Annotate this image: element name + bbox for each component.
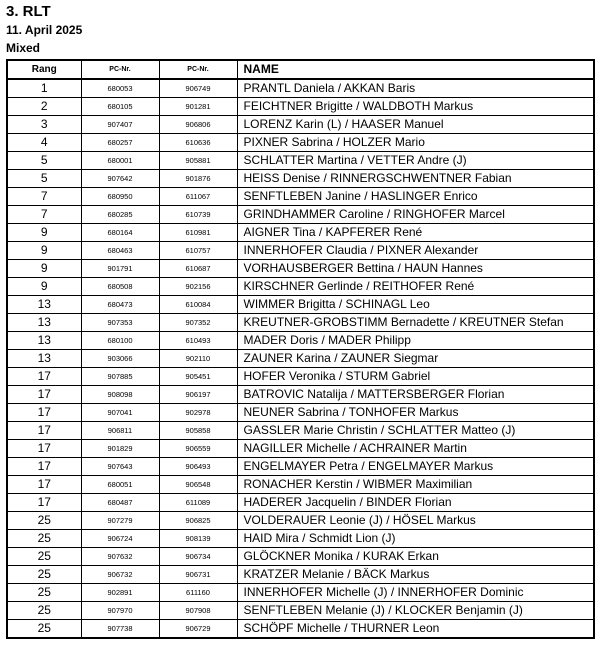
rank-cell: 17 — [7, 458, 81, 476]
rank-cell: 9 — [7, 278, 81, 296]
rank-cell: 9 — [7, 260, 81, 278]
rank-cell: 3 — [7, 116, 81, 134]
table-row — [7, 350, 594, 368]
page-title: 3. RLT — [6, 3, 51, 20]
pc-nr-cell: 905858 — [159, 422, 237, 440]
pc-nr-cell: 907041 — [81, 404, 159, 422]
table-row — [7, 188, 594, 206]
table-row — [7, 548, 594, 566]
name-cell: SCHLATTER Martina / VETTER Andre (J) — [237, 152, 594, 170]
name-cell: INNERHOFER Michelle (J) / INNERHOFER Dominic — [237, 584, 594, 602]
pc-nr-cell: 906731 — [159, 566, 237, 584]
table-row — [7, 566, 594, 584]
pc-nr-cell: 680053 — [81, 79, 159, 98]
pc-nr-cell: 680473 — [81, 296, 159, 314]
pc-nr-cell: 907279 — [81, 512, 159, 530]
pc-nr-cell: 680100 — [81, 332, 159, 350]
table-row — [7, 332, 594, 350]
table-row — [7, 314, 594, 332]
name-cell: HEISS Denise / RINNERGSCHWENTNER Fabian — [237, 170, 594, 188]
pc-nr-cell: 901829 — [81, 440, 159, 458]
name-cell: HAID Mira / Schmidt Lion (J) — [237, 530, 594, 548]
pc-nr-cell: 610981 — [159, 224, 237, 242]
name-cell: HADERER Jacquelin / BINDER Florian — [237, 494, 594, 512]
table-row — [7, 458, 594, 476]
table-row — [7, 584, 594, 602]
name-cell: GLÖCKNER Monika / KURAK Erkan — [237, 548, 594, 566]
pc-nr-cell: 901791 — [81, 260, 159, 278]
name-cell: LORENZ Karin (L) / HAASER Manuel — [237, 116, 594, 134]
table-row — [7, 530, 594, 548]
pc-nr-cell: 907407 — [81, 116, 159, 134]
pc-nr-cell: 906749 — [159, 79, 237, 98]
pc-nr-cell: 906729 — [159, 620, 237, 639]
pc-nr-cell: 680950 — [81, 188, 159, 206]
pc-nr-cell: 908139 — [159, 530, 237, 548]
table-row — [7, 422, 594, 440]
name-cell: KREUTNER-GROBSTIMM Bernadette / KREUTNER Stefan — [237, 314, 594, 332]
table-header-row — [7, 60, 594, 79]
pc-nr-cell: 610757 — [159, 242, 237, 260]
pc-nr-cell: 610636 — [159, 134, 237, 152]
rank-cell: 25 — [7, 602, 81, 620]
pc-nr-cell: 908098 — [81, 386, 159, 404]
rank-cell: 17 — [7, 368, 81, 386]
rank-cell: 13 — [7, 296, 81, 314]
event-date: 11. April 2025 — [6, 23, 83, 37]
pc-nr-cell: 902110 — [159, 350, 237, 368]
table-row — [7, 260, 594, 278]
name-cell: HOFER Veronika / STURM Gabriel — [237, 368, 594, 386]
rank-cell: 17 — [7, 440, 81, 458]
name-cell: WIMMER Brigitta / SCHINAGL Leo — [237, 296, 594, 314]
name-cell: FEICHTNER Brigitte / WALDBOTH Markus — [237, 98, 594, 116]
pc-nr-cell: 610739 — [159, 206, 237, 224]
pc-nr-cell: 907970 — [81, 602, 159, 620]
name-cell: SENFTLEBEN Janine / HASLINGER Enrico — [237, 188, 594, 206]
rank-cell: 9 — [7, 242, 81, 260]
pc-nr-cell: 611067 — [159, 188, 237, 206]
table-row — [7, 79, 594, 98]
pc-nr-cell: 902891 — [81, 584, 159, 602]
table-row — [7, 296, 594, 314]
name-cell: RONACHER Kerstin / WIBMER Maximilian — [237, 476, 594, 494]
rank-cell: 4 — [7, 134, 81, 152]
pc-nr-cell: 680285 — [81, 206, 159, 224]
rank-cell: 1 — [7, 79, 81, 98]
pc-nr-cell: 907738 — [81, 620, 159, 639]
name-cell: INNERHOFER Claudia / PIXNER Alexander — [237, 242, 594, 260]
pc-nr-cell: 611089 — [159, 494, 237, 512]
rank-cell: 25 — [7, 530, 81, 548]
category-label: Mixed — [6, 41, 41, 55]
pc-nr-cell: 907353 — [81, 314, 159, 332]
pc-nr-cell: 680105 — [81, 98, 159, 116]
pc-nr-cell: 907352 — [159, 314, 237, 332]
pc-nr-cell: 907643 — [81, 458, 159, 476]
table-row — [7, 404, 594, 422]
pc-nr-cell: 610493 — [159, 332, 237, 350]
name-cell: MADER Doris / MADER Philipp — [237, 332, 594, 350]
column-header-rang: Rang — [7, 60, 81, 79]
pc-nr-cell: 907642 — [81, 170, 159, 188]
table-row — [7, 116, 594, 134]
results-table — [6, 59, 595, 639]
pc-nr-cell: 907632 — [81, 548, 159, 566]
pc-nr-cell: 906811 — [81, 422, 159, 440]
rank-cell: 7 — [7, 206, 81, 224]
name-cell: BATROVIC Natalija / MATTERSBERGER Florian — [237, 386, 594, 404]
pc-nr-cell: 902156 — [159, 278, 237, 296]
column-header-name: NAME — [237, 60, 594, 79]
table-row — [7, 620, 594, 639]
table-row — [7, 602, 594, 620]
table-row — [7, 476, 594, 494]
rank-cell: 17 — [7, 422, 81, 440]
name-cell: PIXNER Sabrina / HOLZER Mario — [237, 134, 594, 152]
table-row — [7, 170, 594, 188]
pc-nr-cell: 906559 — [159, 440, 237, 458]
pc-nr-cell: 906734 — [159, 548, 237, 566]
rank-cell: 17 — [7, 476, 81, 494]
table-row — [7, 152, 594, 170]
pc-nr-cell: 906825 — [159, 512, 237, 530]
rank-cell: 7 — [7, 188, 81, 206]
pc-nr-cell: 611160 — [159, 584, 237, 602]
pc-nr-cell: 907908 — [159, 602, 237, 620]
rank-cell: 17 — [7, 494, 81, 512]
table-row — [7, 98, 594, 116]
pc-nr-cell: 906806 — [159, 116, 237, 134]
name-cell: AIGNER Tina / KAPFERER René — [237, 224, 594, 242]
rank-cell: 9 — [7, 224, 81, 242]
name-cell: ENGELMAYER Petra / ENGELMAYER Markus — [237, 458, 594, 476]
pc-nr-cell: 901876 — [159, 170, 237, 188]
pc-nr-cell: 680001 — [81, 152, 159, 170]
rank-cell: 2 — [7, 98, 81, 116]
rank-cell: 5 — [7, 152, 81, 170]
pc-nr-cell: 902978 — [159, 404, 237, 422]
pc-nr-cell: 680257 — [81, 134, 159, 152]
pc-nr-cell: 903066 — [81, 350, 159, 368]
rank-cell: 25 — [7, 512, 81, 530]
pc-nr-cell: 907885 — [81, 368, 159, 386]
pc-nr-cell: 610687 — [159, 260, 237, 278]
table-row — [7, 224, 594, 242]
name-cell: VOLDERAUER Leonie (J) / HÖSEL Markus — [237, 512, 594, 530]
name-cell: KRATZER Melanie / BÄCK Markus — [237, 566, 594, 584]
name-cell: NAGILLER Michelle / ACHRAINER Martin — [237, 440, 594, 458]
pc-nr-cell: 906724 — [81, 530, 159, 548]
column-header-pc-nr-2: PC-Nr. — [159, 60, 237, 79]
name-cell: GASSLER Marie Christin / SCHLATTER Matteo (J) — [237, 422, 594, 440]
table-row — [7, 494, 594, 512]
pc-nr-cell: 680051 — [81, 476, 159, 494]
rank-cell: 25 — [7, 620, 81, 639]
table-row — [7, 386, 594, 404]
rank-cell: 25 — [7, 566, 81, 584]
rank-cell: 5 — [7, 170, 81, 188]
pc-nr-cell: 906548 — [159, 476, 237, 494]
pc-nr-cell: 680463 — [81, 242, 159, 260]
name-cell: KIRSCHNER Gerlinde / REITHOFER René — [237, 278, 594, 296]
rank-cell: 13 — [7, 350, 81, 368]
rank-cell: 13 — [7, 332, 81, 350]
name-cell: VORHAUSBERGER Bettina / HAUN Hannes — [237, 260, 594, 278]
name-cell: SCHÖPF Michelle / THURNER Leon — [237, 620, 594, 639]
rank-cell: 25 — [7, 584, 81, 602]
rank-cell: 13 — [7, 314, 81, 332]
rank-cell: 17 — [7, 386, 81, 404]
table-row — [7, 368, 594, 386]
pc-nr-cell: 680487 — [81, 494, 159, 512]
pc-nr-cell: 905451 — [159, 368, 237, 386]
table-row — [7, 512, 594, 530]
column-header-pc-nr-1: PC-Nr. — [81, 60, 159, 79]
pc-nr-cell: 680508 — [81, 278, 159, 296]
table-row — [7, 278, 594, 296]
table-row — [7, 242, 594, 260]
rank-cell: 25 — [7, 548, 81, 566]
pc-nr-cell: 906732 — [81, 566, 159, 584]
name-cell: ZAUNER Karina / ZAUNER Siegmar — [237, 350, 594, 368]
table-row — [7, 206, 594, 224]
table-row — [7, 440, 594, 458]
pc-nr-cell: 901281 — [159, 98, 237, 116]
name-cell: PRANTL Daniela / AKKAN Baris — [237, 79, 594, 98]
pc-nr-cell: 610084 — [159, 296, 237, 314]
table-row — [7, 134, 594, 152]
name-cell: GRINDHAMMER Caroline / RINGHOFER Marcel — [237, 206, 594, 224]
pc-nr-cell: 905881 — [159, 152, 237, 170]
name-cell: SENFTLEBEN Melanie (J) / KLOCKER Benjamin (J) — [237, 602, 594, 620]
pc-nr-cell: 906197 — [159, 386, 237, 404]
pc-nr-cell: 906493 — [159, 458, 237, 476]
pc-nr-cell: 680164 — [81, 224, 159, 242]
name-cell: NEUNER Sabrina / TONHOFER Markus — [237, 404, 594, 422]
rank-cell: 17 — [7, 404, 81, 422]
